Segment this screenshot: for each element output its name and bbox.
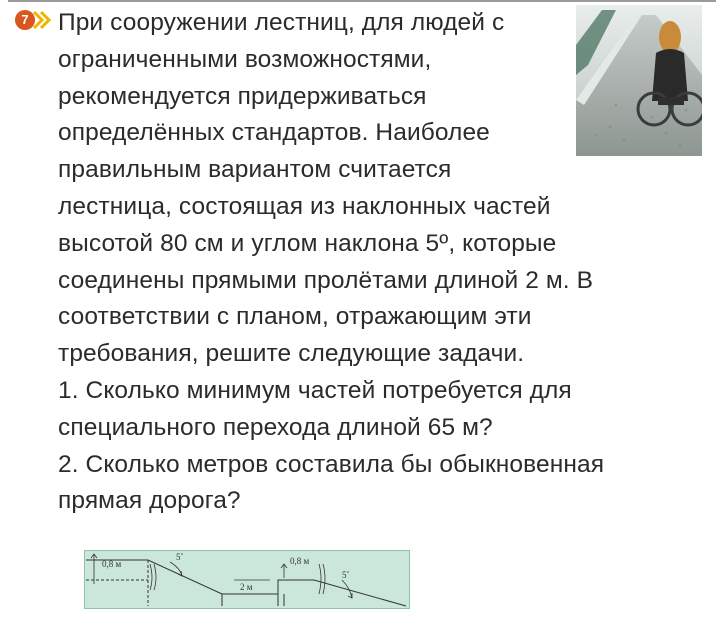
angle-label-left: 5˚ (176, 552, 184, 562)
flat-span-label: 2 м (240, 582, 253, 592)
top-divider (8, 0, 716, 2)
problem-line: соединены прямыми пролётами длиной 2 м. В (58, 266, 594, 294)
double-chevron-icon (31, 9, 53, 31)
question-2: прямая дорога? (58, 487, 241, 515)
wheelchair-ramp-photo (576, 5, 702, 156)
problem-line: правильным вариантом считается (58, 156, 452, 184)
angle-label-right: 5˚ (342, 570, 350, 580)
question-1: 1. Сколько минимум частей потребуется для (58, 376, 572, 404)
problem-line: ограниченными возможностями, (58, 45, 432, 73)
problem-line: рекомендуется придерживаться (58, 82, 427, 110)
problem-line: лестница, состоящая из наклонных частей (58, 192, 551, 220)
problem-line: требования, решите следующие задачи. (58, 340, 525, 368)
problem-line: При сооружении лестниц, для людей с (58, 9, 505, 36)
problem-line: определённых стандартов. Наиболее (58, 119, 490, 147)
problem-number-badge (13, 8, 55, 32)
height-label-left: 0,8 м (102, 559, 122, 569)
problem-number: 7 (15, 10, 35, 30)
question-2: 2. Сколько метров составила бы обыкновенная (58, 450, 605, 478)
ramp-plan-diagram (84, 550, 410, 609)
height-label-right: 0,8 м (290, 556, 310, 566)
question-1: специального перехода длиной 65 м? (58, 413, 493, 441)
problem-line: соответствии с планом, отражающим эти (58, 303, 532, 331)
problem-line: высотой 80 см и углом наклона 5º, которые (58, 229, 557, 257)
